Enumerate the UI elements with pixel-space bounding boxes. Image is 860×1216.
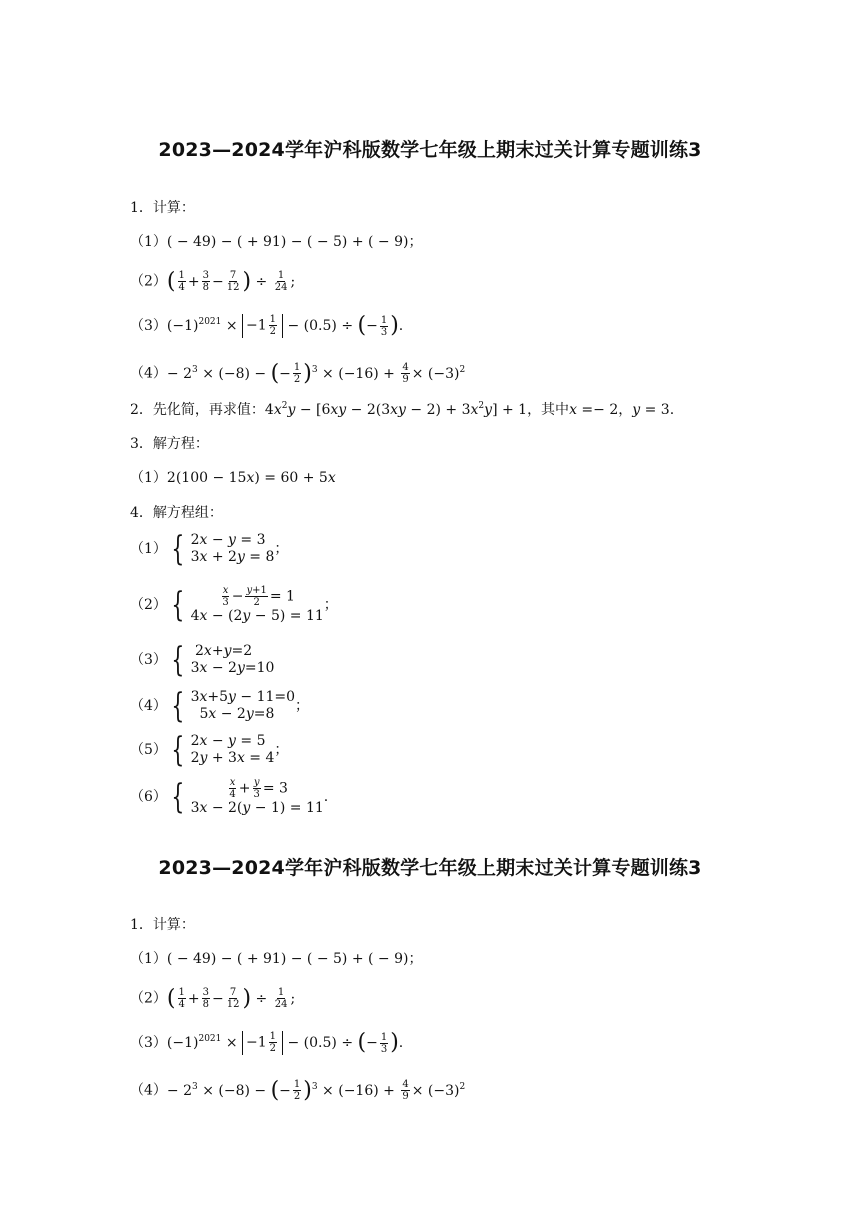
- question-1-part-4-repeat: $(4)- 2^3 \times (-8)$ − (− $\frac{1}{2}$ )$^3$ × (−16) + $\frac{4}{9}$ × $(-3)^2$: [130, 1077, 466, 1103]
- question-3-part-1: （1）2(100 − 15x) = 60 + 5x: [130, 470, 336, 486]
- question-1-heading: 1．计算：: [130, 200, 195, 216]
- question-4-heading: 4．解方程组：: [130, 505, 223, 521]
- page-title: 2023—2024学年沪科版数学七年级上期末过关计算专题训练3: [158, 139, 702, 161]
- question-2: 2．先化简，再求值：$4x^2y - [6xy - 2(3xy - 2) + 3x^2y] + 1$，其中x =− 2，y = 3.: [130, 401, 675, 418]
- question-1-part-3: $(3)(-1)^{2021} \times -1$ $\frac{1}{2}$ − (0.5) ÷ (− $\frac{1}{3}$ ).: [130, 313, 404, 338]
- question-4-part-3: （3） { 2x+y=2 3x − 2y=10: [130, 640, 275, 680]
- question-1-part-2-repeat: （2）( $\frac{1}{4}$ + $\frac{3}{8}$ − $\frac{7}{12}$ ) ÷ $\frac{1}{24}$ ;: [130, 985, 296, 1011]
- question-1-part-1: （1）( − 49) − ( + 91) − ( − 5) + ( − 9)；: [130, 234, 423, 250]
- question-4-part-1: （1） { 2x − y = 3 3x + 2y = 8 ；: [130, 529, 289, 569]
- question-1-part-4: $(4)- 2^3 \times (-8)$ − (− $\frac{1}{2}$ )$^3$ × (−16) + $\frac{4}{9}$ × $(-3)^2$: [130, 360, 466, 386]
- question-4-part-2: （2） { $\frac{x}{3}$ − $\frac{y+1}{2}$ = 1 4x − (2y − 5) = 11 ；: [130, 585, 338, 625]
- question-3-heading: 3．解方程：: [130, 436, 209, 452]
- question-1-part-1-repeat: （1）( − 49) − ( + 91) − ( − 5) + ( − 9)；: [130, 951, 423, 967]
- question-4-part-4: （4） { 3x+5y − 11=0 5x − 2y=8 ；: [130, 686, 310, 726]
- question-1-part-3-repeat: $(3)(-1)^{2021} \times -1$ $\frac{1}{2}$ − (0.5) ÷ (− $\frac{1}{3}$ ).: [130, 1030, 404, 1055]
- question-1-heading-repeat: 1．计算：: [130, 917, 195, 933]
- question-1-part-2: （2）( $\frac{1}{4}$ + $\frac{3}{8}$ − $\frac{7}{12}$ ) ÷ $\frac{1}{24}$ ;: [130, 268, 296, 294]
- question-4-part-6: （6） { $\frac{x}{4}$ + $\frac{y}{3}$ = 3 3x − 2(y − 1) = 11 .: [130, 777, 329, 817]
- question-4-part-5: （5） { 2x − y = 5 2y + 3x = 4 ；: [130, 730, 289, 770]
- page-title-repeat: 2023—2024学年沪科版数学七年级上期末过关计算专题训练3: [158, 857, 702, 879]
